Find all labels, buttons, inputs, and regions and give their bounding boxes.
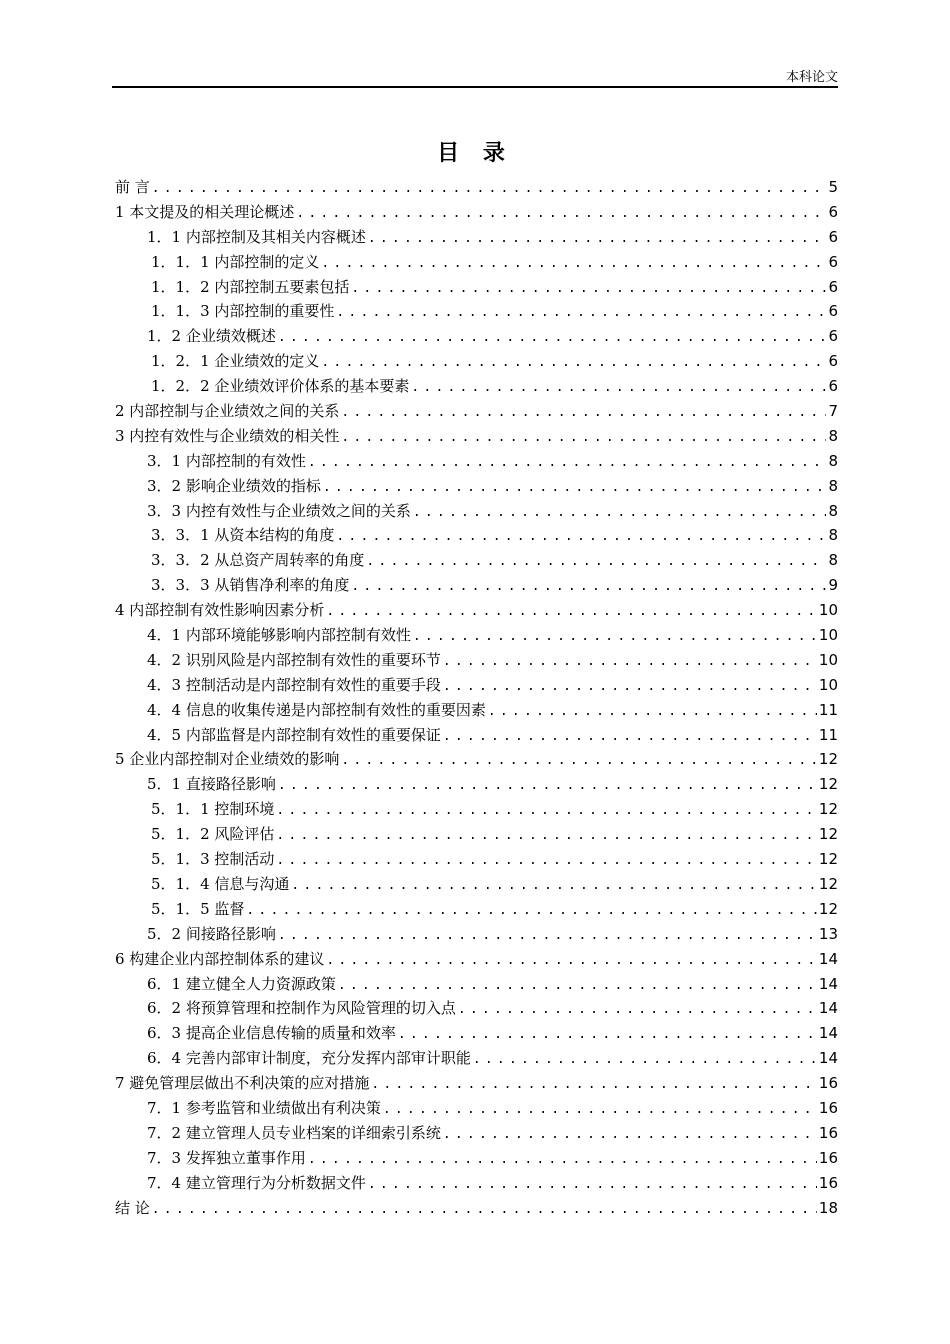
toc-entry-page-number: 8 (828, 451, 838, 470)
toc-entry-title: 1．1 内部控制及其相关内容概述 (147, 227, 366, 246)
toc-entry-title: 5．1 直接路径影响 (147, 775, 276, 794)
toc-entry[interactable] (115, 747, 838, 772)
dot-leader (291, 874, 817, 897)
toc-entry-page-number: 14 (818, 974, 838, 993)
dot-leader (458, 998, 817, 1021)
dot-leader (443, 725, 817, 748)
toc-entry-title: 7．1 参考监管和业绩做出有利决策 (147, 1098, 381, 1117)
dot-leader (276, 824, 817, 847)
toc-entry-page-number: 10 (818, 650, 838, 669)
dot-leader (278, 924, 817, 947)
toc-entry-title: 3．3 内控有效性与企业绩效之间的关系 (147, 501, 411, 520)
toc-entry-title: 1．2．1 企业绩效的定义 (151, 352, 320, 371)
dot-leader (246, 899, 817, 922)
toc-entry[interactable] (115, 175, 838, 200)
dot-leader (413, 501, 827, 524)
toc-entry-page-number: 8 (828, 476, 838, 495)
toc-entry[interactable] (115, 275, 838, 300)
toc-entry-title: 5．1．5 监督 (151, 899, 245, 918)
dot-leader (368, 1173, 817, 1196)
dot-leader (308, 451, 827, 474)
toc-entry[interactable] (115, 424, 838, 449)
dot-leader (152, 1198, 817, 1221)
toc-entry-page-number: 10 (818, 675, 838, 694)
toc-entry-title: 1．1．2 内部控制五要素包括 (151, 277, 350, 296)
dot-leader (341, 426, 826, 449)
dot-leader (351, 575, 826, 598)
toc-entry-title: 3．3．2 从总资产周转率的角度 (151, 551, 365, 570)
toc-entry-title: 3．3．1 从资本结构的角度 (151, 526, 335, 545)
toc-entry-page-number: 12 (818, 850, 838, 869)
toc-entry-page-number: 14 (818, 949, 838, 968)
toc-entry-page-number: 12 (818, 825, 838, 844)
toc-entry[interactable] (115, 1096, 838, 1121)
toc-entry-title: 6．4 完善内部审计制度，充分发挥内部审计职能 (147, 1049, 471, 1068)
toc-entry-title: 4．3 控制活动是内部控制有效性的重要手段 (147, 675, 441, 694)
dot-leader (398, 1023, 817, 1046)
toc-entry[interactable] (115, 1046, 838, 1071)
toc-entry-title: 2 内部控制与企业绩效之间的关系 (115, 402, 340, 421)
toc-entry[interactable] (115, 847, 838, 872)
toc-entry[interactable] (115, 1196, 838, 1221)
toc-entry[interactable] (115, 822, 838, 847)
toc-entry-title: 1．1．1 内部控制的定义 (151, 252, 320, 271)
toc-entry[interactable] (115, 1146, 838, 1171)
toc-entry[interactable] (115, 1171, 838, 1196)
toc-entry[interactable] (115, 996, 838, 1021)
dot-leader (321, 252, 826, 275)
toc-entry-title: 3．3．3 从销售净利率的角度 (151, 576, 350, 595)
toc-entry[interactable] (115, 623, 838, 648)
toc-entry-title: 1．1．3 内部控制的重要性 (151, 302, 335, 321)
dot-leader (341, 401, 826, 424)
toc-entry-title: 7．3 发挥独立董事作用 (147, 1148, 306, 1167)
toc-entry-page-number: 6 (828, 227, 838, 246)
toc-entry-title: 7 避免管理层做出不利决策的应对措施 (115, 1074, 370, 1093)
dot-leader (276, 799, 817, 822)
toc-entry-page-number: 12 (818, 750, 838, 769)
toc-entry[interactable] (115, 449, 838, 474)
dot-leader (473, 1048, 817, 1071)
toc-entry-title: 3．2 影响企业绩效的指标 (147, 476, 321, 495)
toc-entry-page-number: 8 (828, 526, 838, 545)
toc-entry-title: 1 本文提及的相关理论概述 (115, 202, 295, 221)
dot-leader (338, 974, 817, 997)
dot-leader (296, 202, 826, 225)
toc-entry[interactable] (115, 250, 838, 275)
toc-entry-page-number: 8 (828, 551, 838, 570)
dot-leader (368, 227, 827, 250)
dot-leader (308, 1148, 817, 1171)
dot-leader (152, 177, 827, 200)
toc-entry[interactable] (115, 474, 838, 499)
dot-leader (366, 550, 826, 573)
toc-entry-page-number: 14 (818, 1049, 838, 1068)
toc-entry-page-number: 6 (828, 252, 838, 271)
toc-entry[interactable] (115, 673, 838, 698)
toc-entry-title: 7．4 建立管理行为分析数据文件 (147, 1173, 366, 1192)
toc-entry[interactable] (115, 523, 838, 548)
toc-entry-title: 5．1．3 控制活动 (151, 850, 275, 869)
toc-entry[interactable] (115, 324, 838, 349)
dot-leader (326, 600, 817, 623)
toc-entry[interactable] (115, 772, 838, 797)
toc-entry-page-number: 16 (818, 1123, 838, 1142)
toc-entry-title: 4．2 识别风险是内部控制有效性的重要环节 (147, 650, 441, 669)
dot-leader (443, 675, 817, 698)
toc-entry-page-number: 16 (818, 1098, 838, 1117)
toc-entry-page-number: 9 (828, 576, 838, 595)
toc-entry-title: 3．1 内部控制的有效性 (147, 451, 306, 470)
toc-entry-page-number: 5 (828, 178, 838, 196)
toc-entry-page-number: 6 (828, 352, 838, 371)
toc-entry[interactable] (115, 797, 838, 822)
toc-entry-page-number: 7 (828, 402, 838, 421)
toc-entry-page-number: 12 (818, 800, 838, 819)
toc-entry[interactable] (115, 972, 838, 997)
dot-leader (336, 525, 826, 548)
dot-leader (276, 849, 817, 872)
toc-entry-title: 4．1 内部环境能够影响内部控制有效性 (147, 626, 411, 645)
dot-leader (443, 1123, 817, 1146)
toc-entry[interactable] (115, 698, 838, 723)
toc-entry-page-number: 6 (828, 277, 838, 296)
toc-entry-page-number: 8 (828, 501, 838, 520)
toc-entry-page-number: 16 (818, 1074, 838, 1093)
dot-leader (351, 277, 826, 300)
toc-entry-title: 5．1．2 风险评估 (151, 825, 275, 844)
dot-leader (443, 650, 817, 673)
toc-entry[interactable] (115, 598, 838, 623)
toc-entry-page-number: 16 (818, 1148, 838, 1167)
toc-entry[interactable] (115, 573, 838, 598)
toc-entry[interactable] (115, 200, 838, 225)
header-rule (112, 86, 838, 88)
toc-entry[interactable] (115, 723, 838, 748)
toc-entry[interactable] (115, 299, 838, 324)
toc-entry-page-number: 18 (818, 1198, 838, 1217)
dot-leader (411, 376, 826, 399)
toc-entry[interactable] (115, 1021, 838, 1046)
toc-entry-title: 5 企业内部控制对企业绩效的影响 (115, 750, 340, 769)
toc-entry-title: 5．1．1 控制环境 (151, 800, 275, 819)
dot-leader (336, 301, 826, 324)
toc-entry[interactable] (115, 648, 838, 673)
table-of-contents (115, 175, 838, 1220)
toc-entry[interactable] (115, 399, 838, 424)
toc-entry-page-number: 6 (828, 327, 838, 346)
dot-leader (488, 700, 817, 723)
toc-entry-page-number: 12 (818, 899, 838, 918)
toc-entry-title: 4 内部控制有效性影响因素分析 (115, 601, 325, 620)
toc-entry-page-number: 13 (818, 924, 838, 943)
toc-entry-title: 6．1 建立健全人力资源政策 (147, 974, 336, 993)
toc-entry[interactable] (115, 225, 838, 250)
dot-leader (326, 949, 817, 972)
toc-entry-title: 6 构建企业内部控制体系的建议 (115, 949, 325, 968)
toc-entry[interactable] (115, 548, 838, 573)
toc-entry-page-number: 6 (828, 202, 838, 221)
toc-entry-title: 6．2 将预算管理和控制作为风险管理的切入点 (147, 999, 456, 1018)
dot-leader (341, 749, 817, 772)
toc-entry-title: 5．2 间接路径影响 (147, 924, 276, 943)
toc-entry-title: 6．3 提高企业信息传输的质量和效率 (147, 1024, 396, 1043)
toc-title: 目 录 (437, 141, 513, 166)
toc-entry-title: 4．5 内部监督是内部控制有效性的重要保证 (147, 725, 441, 744)
toc-entry-page-number: 11 (818, 725, 838, 744)
toc-entry-title: 1．2．2 企业绩效评价体系的基本要素 (151, 377, 410, 396)
toc-entry-page-number: 10 (818, 601, 838, 620)
toc-entry-page-number: 14 (818, 1024, 838, 1043)
toc-entry[interactable] (115, 349, 838, 374)
dot-leader (371, 1073, 817, 1096)
toc-entry[interactable] (115, 1071, 838, 1096)
dot-leader (321, 351, 826, 374)
toc-entry-page-number: 10 (818, 626, 838, 645)
dot-leader (413, 625, 817, 648)
dot-leader (278, 774, 817, 797)
toc-entry[interactable] (115, 922, 838, 947)
toc-entry-title: 4．4 信息的收集传递是内部控制有效性的重要因素 (147, 700, 486, 719)
toc-entry[interactable] (115, 499, 838, 524)
toc-entry-title: 5．1．4 信息与沟通 (151, 874, 290, 893)
toc-entry[interactable] (115, 1121, 838, 1146)
toc-entry-title: 1．2 企业绩效概述 (147, 327, 276, 346)
toc-entry-page-number: 6 (828, 302, 838, 321)
running-header-label: 本科论文 (785, 70, 838, 85)
toc-entry-title: 7．2 建立管理人员专业档案的详细索引系统 (147, 1123, 441, 1142)
toc-entry-page-number: 8 (828, 426, 838, 445)
toc-entry-page-number: 16 (818, 1173, 838, 1192)
toc-entry[interactable] (115, 947, 838, 972)
toc-entry-page-number: 12 (818, 874, 838, 893)
toc-entry-title: 3 内控有效性与企业绩效的相关性 (115, 426, 340, 445)
toc-entry-page-number: 12 (818, 775, 838, 794)
toc-entry-page-number: 11 (818, 700, 838, 719)
toc-entry[interactable] (115, 374, 838, 399)
toc-entry-page-number: 14 (818, 999, 838, 1018)
toc-entry-page-number: 6 (828, 377, 838, 396)
toc-entry[interactable] (115, 897, 838, 922)
toc-entry-title: 结 论 (115, 1198, 150, 1217)
dot-leader (278, 326, 827, 349)
toc-entry-title: 前 言 (115, 178, 150, 196)
dot-leader (323, 476, 827, 499)
toc-entry[interactable] (115, 872, 838, 897)
dot-leader (383, 1098, 817, 1121)
